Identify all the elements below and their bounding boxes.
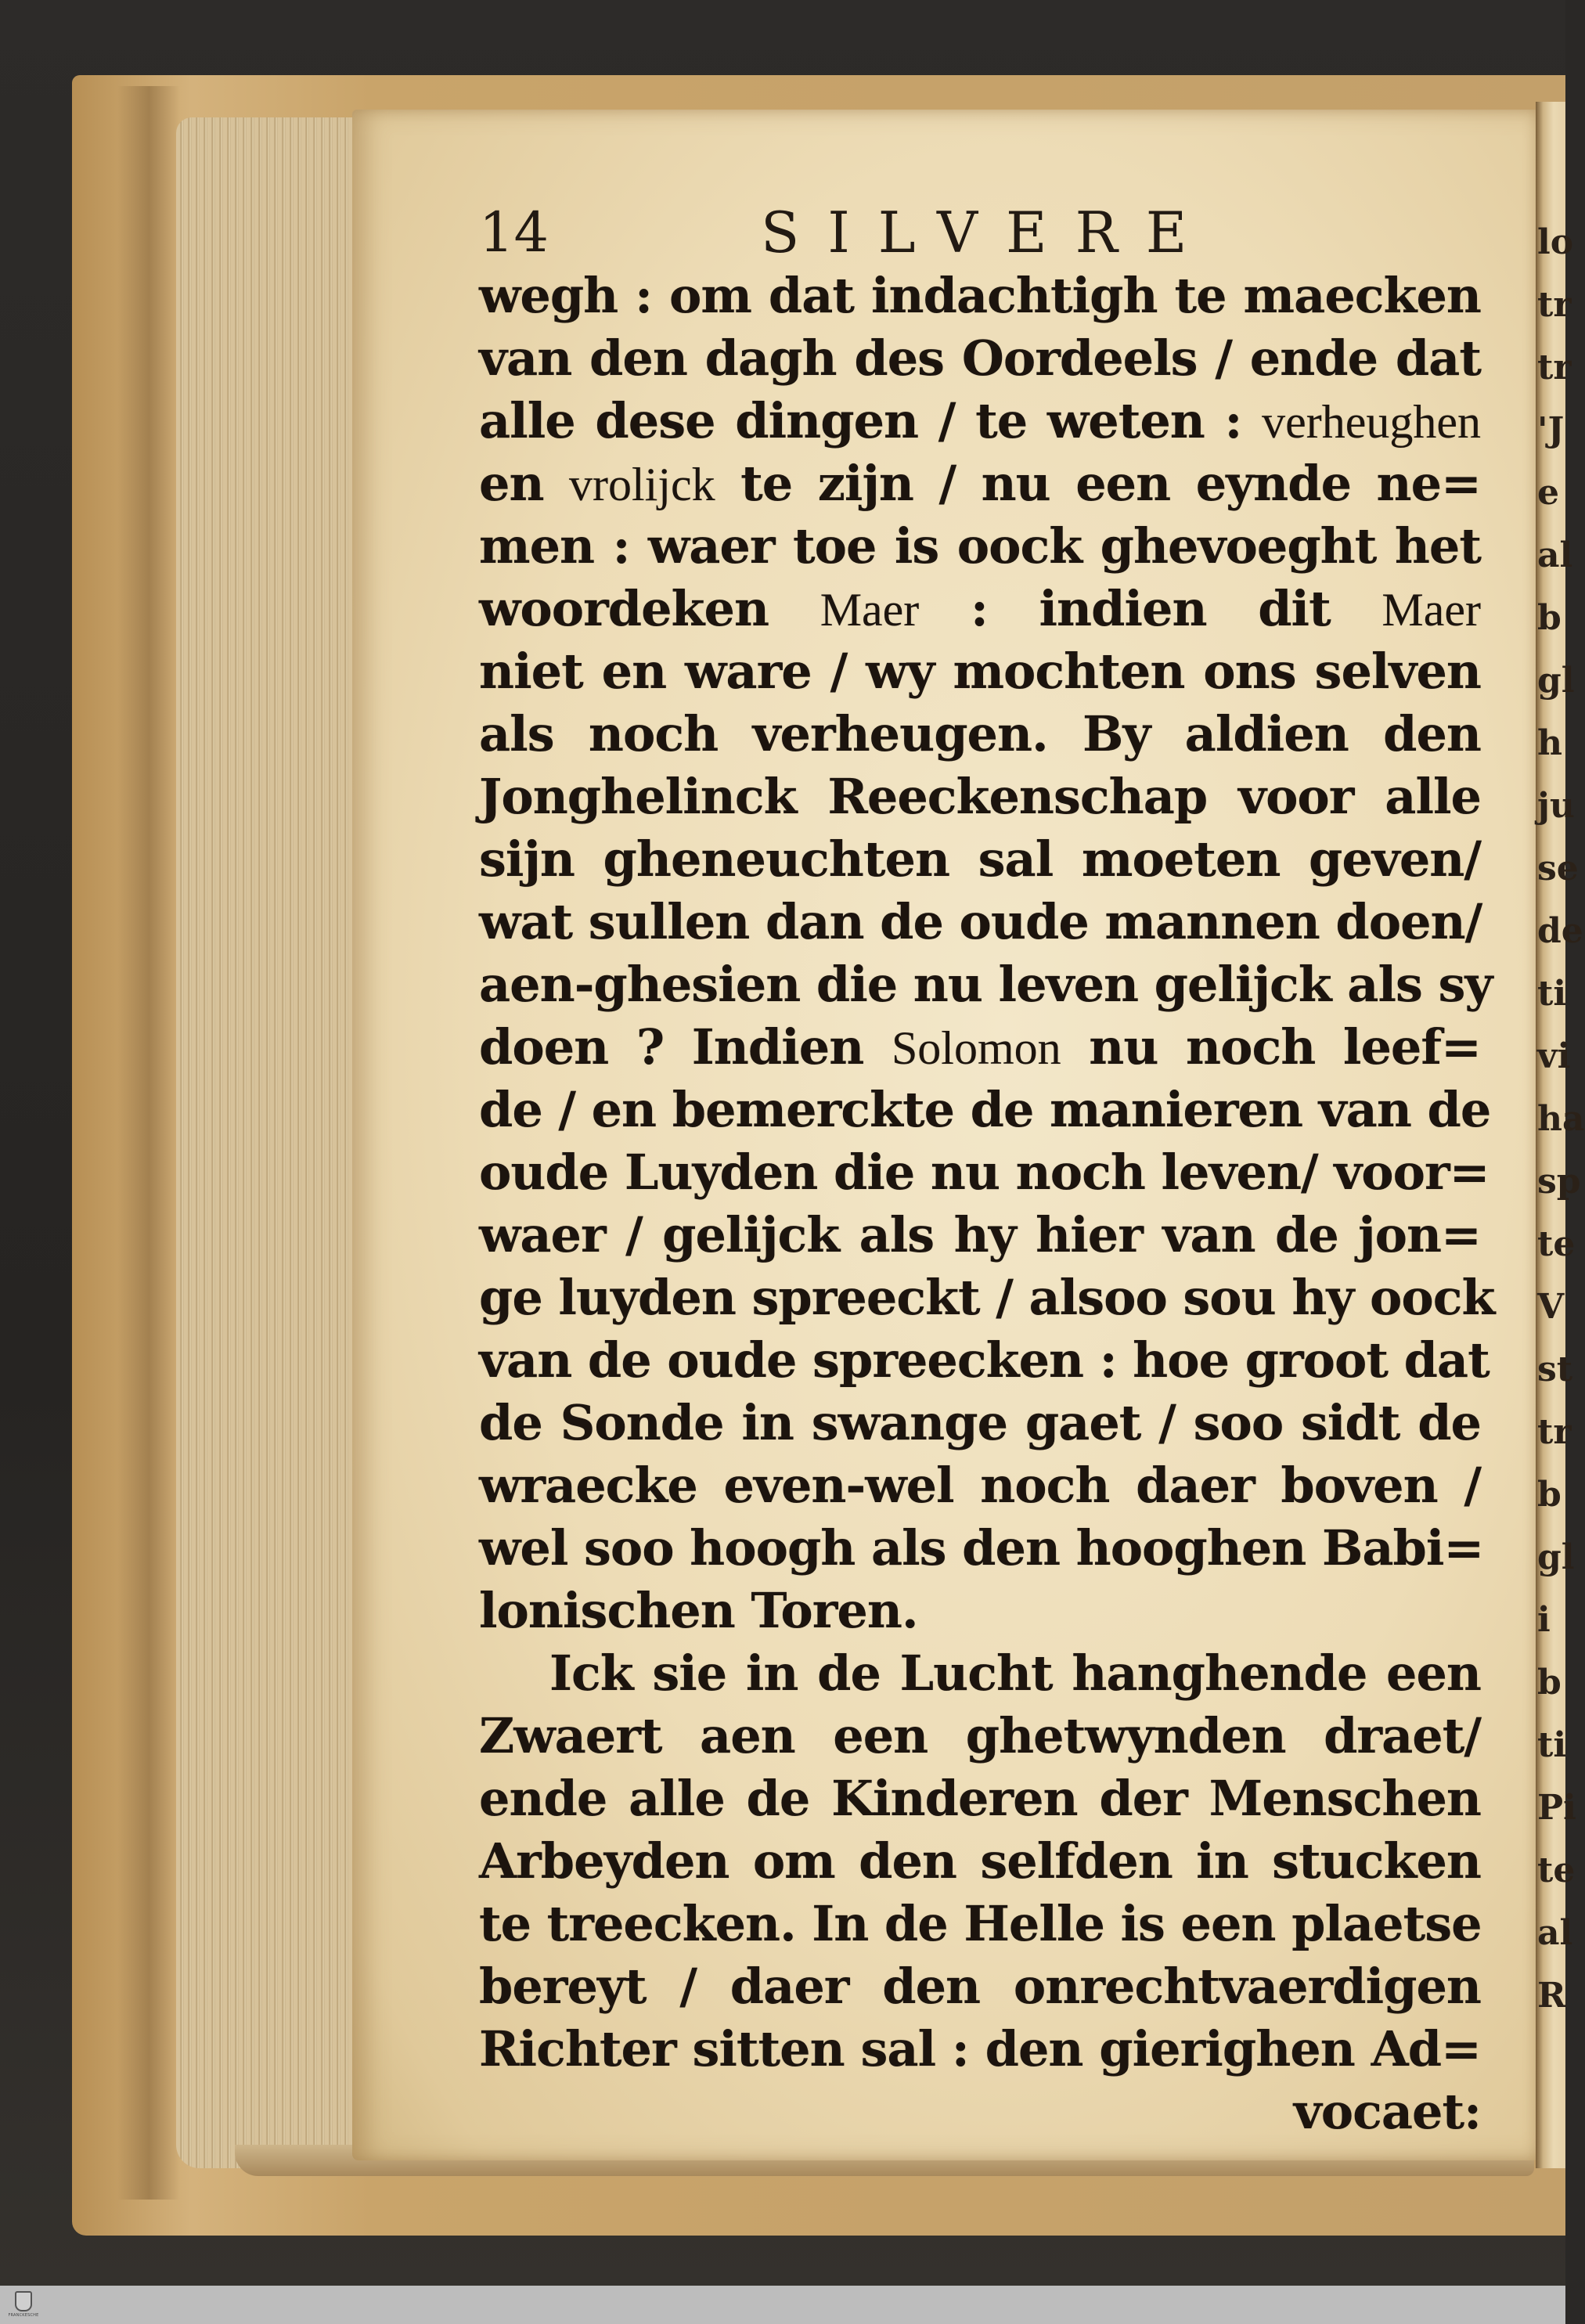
- facing-page-fragment: ti: [1537, 974, 1567, 1014]
- running-title: SILVERE: [761, 200, 1216, 265]
- roman-word: Solomon: [891, 1022, 1061, 1074]
- text-line: [479, 578, 1481, 640]
- facing-page-fragment: b: [1537, 598, 1562, 638]
- text-line: [479, 2081, 1481, 2143]
- text-segment: niet en ware / wy mochten ons selven: [479, 643, 1481, 700]
- facing-page-fragment: al: [1537, 535, 1573, 575]
- footer-strip: [0, 2286, 1565, 2324]
- library-logo-icon: FRANCKESCHE: [8, 2287, 39, 2322]
- facing-page-fragment: R: [1537, 1976, 1566, 2016]
- text-line: [479, 1830, 1481, 1893]
- facing-page-fragment: V: [1537, 1287, 1565, 1327]
- text-segment: en: [479, 455, 570, 512]
- text-line: [479, 2018, 1481, 2081]
- facing-page-fragment: lo: [1537, 222, 1574, 262]
- page-header: [479, 197, 1262, 268]
- text-line: [479, 327, 1481, 390]
- facing-page-fragment: st: [1537, 1349, 1573, 1389]
- cover-fold-shadow: [117, 86, 180, 2200]
- text-segment: lonischen Toren.: [479, 1582, 918, 1639]
- facing-page-fragment: de: [1537, 911, 1583, 951]
- text-line: [479, 1016, 1481, 1079]
- facing-page-fragment: ju: [1537, 786, 1575, 826]
- text-segment: de Sonde in swange gaet / soo sidt de: [479, 1394, 1481, 1451]
- text-line: [479, 1329, 1490, 1392]
- text-line: [479, 1141, 1490, 1204]
- body-text: [479, 265, 1495, 2143]
- text-line: [479, 390, 1481, 452]
- text-line: [479, 452, 1481, 515]
- text-line: [479, 1642, 1481, 1705]
- text-line: [479, 1517, 1484, 1580]
- text-segment: ende alle de Kinderen der Menschen: [479, 1770, 1481, 1827]
- text-segment: alle dese dingen / te weten :: [479, 392, 1263, 449]
- facing-page-fragment: gl: [1537, 1537, 1575, 1577]
- text-segment: te treecken. In de Helle is een plaetse: [479, 1895, 1482, 1952]
- text-segment: nu noch leef=: [1061, 1018, 1481, 1076]
- text-line: [479, 703, 1481, 766]
- text-line: [479, 766, 1481, 828]
- facing-page-fragment: tr: [1537, 1412, 1572, 1452]
- text-segment: de / en bemerckte de manieren van de: [479, 1081, 1491, 1138]
- page-number: 14: [479, 200, 549, 265]
- facing-page-fragment: h: [1537, 723, 1562, 763]
- facing-page-fragment: te: [1537, 1850, 1576, 1890]
- text-line: [479, 640, 1481, 703]
- facing-page-fragment: Pi: [1537, 1788, 1576, 1828]
- text-segment: wat sullen dan de oude mannen doen/: [479, 893, 1482, 950]
- roman-word: Maer: [1381, 584, 1482, 636]
- text-segment: Jonghelinck Reeckenschap voor alle: [479, 768, 1481, 825]
- roman-word: vrolijck: [569, 459, 715, 510]
- text-line: [479, 828, 1481, 891]
- text-line: [479, 1392, 1481, 1454]
- facing-page-fragment: sp: [1537, 1162, 1581, 1202]
- text-line: [479, 515, 1481, 578]
- text-segment: oude Luyden die nu noch leven/ voor=: [479, 1144, 1490, 1201]
- text-segment: te zijn / nu een eynde ne=: [715, 455, 1481, 512]
- text-segment: sijn gheneuchten sal moeten geven/: [479, 831, 1481, 888]
- text-segment: bereyt / daer den onrechtvaerdigen: [479, 1958, 1481, 2015]
- facing-page-fragment: vi: [1537, 1036, 1571, 1076]
- roman-word: Maer: [820, 584, 920, 636]
- text-segment: Ick sie in de Lucht hanghende een: [549, 1645, 1481, 1702]
- facing-page-fragment: 'J: [1537, 410, 1565, 450]
- text-segment: vocaet:: [1293, 2083, 1481, 2140]
- text-segment: ge luyden spreeckt / alsoo sou hy oock: [479, 1269, 1495, 1326]
- text-segment: wegh : om dat indachtigh te maecken: [479, 267, 1481, 324]
- text-line: [479, 1204, 1481, 1266]
- text-line: [479, 1955, 1481, 2018]
- text-line: [479, 1893, 1481, 1955]
- text-line: [479, 1767, 1481, 1830]
- text-segment: wraecke even-wel noch daer boven /: [479, 1457, 1481, 1514]
- text-line: [479, 953, 1493, 1016]
- facing-page-fragment: ti: [1537, 1725, 1567, 1765]
- text-segment: wel soo hoogh als den hooghen Babi=: [479, 1519, 1484, 1576]
- roman-word: verheughen: [1262, 396, 1481, 448]
- facing-page-fragment: gl: [1537, 661, 1575, 701]
- text-segment: woordeken: [479, 580, 820, 637]
- text-segment: Richter sitten sal : den gierighen Ad=: [479, 2020, 1481, 2077]
- facing-page-fragment: te: [1537, 1224, 1576, 1264]
- text-segment: : indien dit: [919, 580, 1382, 637]
- facing-page-text: [1537, 211, 1585, 2090]
- text-line: [479, 265, 1481, 327]
- facing-page-fragment: b: [1537, 1475, 1562, 1515]
- facing-page-fragment: e: [1537, 473, 1559, 513]
- facing-page-fragment: se: [1537, 849, 1579, 888]
- text-line: [479, 1266, 1495, 1329]
- text-line: [479, 1580, 1481, 1642]
- facing-page-fragment: tr: [1537, 285, 1572, 325]
- text-segment: waer / gelijck als hy hier van de jon=: [479, 1206, 1481, 1263]
- text-segment: Arbeyden om den selfden in stucken: [479, 1832, 1481, 1890]
- text-line: [479, 1079, 1491, 1141]
- text-segment: als noch verheugen. By aldien den: [479, 705, 1481, 762]
- facing-page-fragment: ha: [1537, 1099, 1585, 1139]
- text-segment: doen ? Indien: [479, 1018, 892, 1076]
- text-line: [479, 1454, 1481, 1517]
- page-edges: [176, 117, 356, 2168]
- text-line: [479, 891, 1481, 953]
- text-line: [479, 1705, 1481, 1767]
- facing-page-fragment: al: [1537, 1913, 1573, 1953]
- facing-page-fragment: b: [1537, 1663, 1562, 1702]
- text-segment: aen-ghesien die nu leven gelijck als sy: [479, 956, 1493, 1013]
- facing-page-fragment: i: [1537, 1600, 1551, 1640]
- text-segment: men : waer toe is oock ghevoeght het: [479, 517, 1481, 575]
- text-segment: van den dagh des Oordeels / ende dat: [479, 330, 1481, 387]
- facing-page-fragment: tr: [1537, 348, 1572, 387]
- text-segment: van de oude spreecken : hoe groot dat: [479, 1331, 1490, 1389]
- text-segment: Zwaert aen een ghetwynden draet/: [479, 1707, 1481, 1764]
